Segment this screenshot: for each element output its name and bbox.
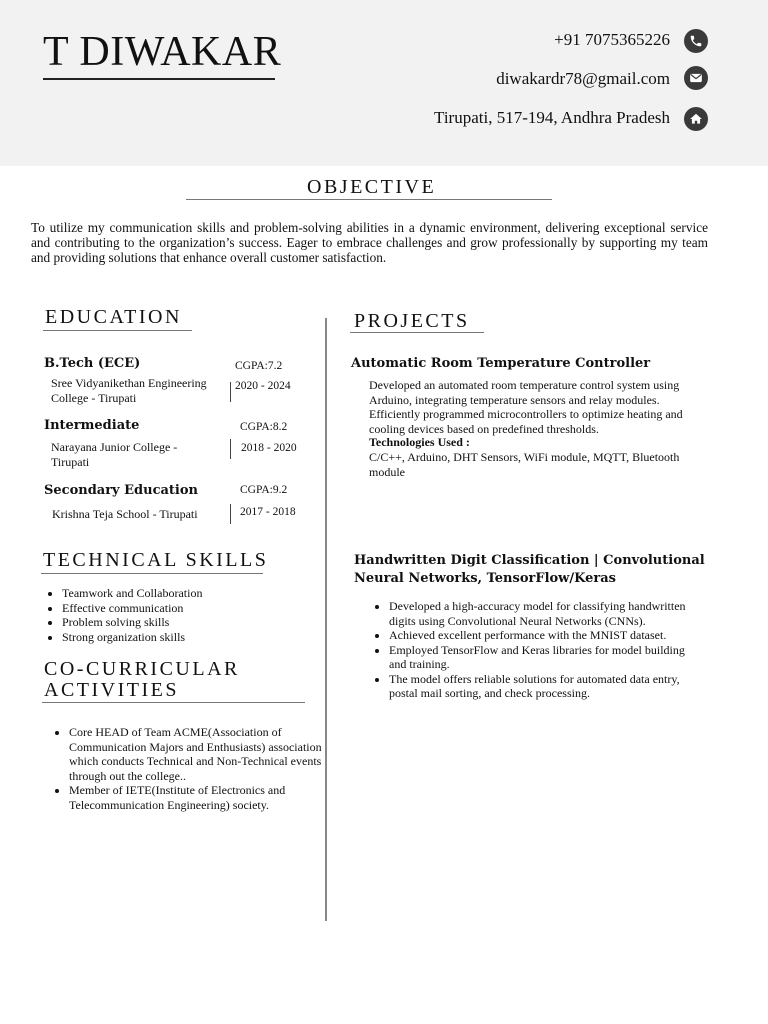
list-item: Achieved excellent performance with the MNIST dataset. — [389, 628, 699, 643]
phone-number[interactable]: +91 7075365226 — [554, 30, 670, 49]
list-item: Employed TensorFlow and Keras libraries for model building and training. — [389, 643, 699, 672]
edu-cgpa-intermediate: CGPA:8.2 — [240, 421, 288, 433]
objective-text: To utilize my communication skills and problem-solving abilities in a dynamic environment, delivering exceptional service and contributing to the organization’s success. Eager to embrace challenges and grow professionally by supporting my team and providing solutions that enhance overall customer satisfaction. — [31, 220, 708, 266]
edu-cgpa-secondary: CGPA:9.2 — [240, 484, 288, 496]
education-rule — [43, 330, 192, 331]
projects-rule — [350, 332, 484, 333]
column-divider — [325, 318, 327, 921]
project-tech-list: C/C++, Arduino, DHT Sensors, WiFi module, MQTT, Bluetooth module — [369, 450, 680, 479]
project-title-temperature: Automatic Room Temperature Controller — [351, 356, 651, 371]
email-address[interactable]: diwakardr78@gmail.com — [496, 69, 670, 88]
list-item: Developed a high-accuracy model for classifying handwritten digits using Convolutional Neural Networks (CNNs). — [389, 599, 699, 628]
edu-years-intermediate: 2018 - 2020 — [241, 442, 297, 454]
project-description-temperature: Developed an automated room temperature control system using Arduino, integrating temperature sensors and relay modules. Efficiently programmed microcontrollers to optimize heating and cooling devices based on predefined thresholds. — [369, 378, 683, 436]
skills-rule — [41, 573, 263, 574]
edu-degree-secondary: Secondary Education — [44, 483, 198, 498]
objective-rule — [186, 199, 552, 200]
list-item: The model offers reliable solutions for automated data entry, postal mail sorting, and check processing. — [389, 672, 699, 701]
edu-separator — [230, 382, 231, 402]
edu-separator — [230, 439, 231, 459]
edu-years-secondary: 2017 - 2018 — [240, 506, 296, 518]
edu-degree-intermediate: Intermediate — [44, 418, 140, 433]
edu-cgpa-btech: CGPA:7.2 — [235, 360, 283, 372]
candidate-name: T DIWAKAR — [43, 29, 282, 75]
cocurricular-list — [69, 725, 325, 812]
name-underline — [43, 78, 275, 80]
edu-school-secondary: Krishna Teja School - Tirupati — [52, 507, 198, 521]
cocurricular-title-line2: ACTIVITIES — [44, 679, 179, 701]
list-item: Core HEAD of Team ACME(Association of Communication Majors and Enthusiasts) association which conducts Technical and Non-Technical events through out the college.. — [69, 725, 325, 783]
edu-separator — [230, 504, 231, 524]
address: Tirupati, 517-194, Andhra Pradesh — [434, 108, 670, 127]
project-tech-label: Technologies Used : — [369, 435, 470, 449]
objective-title: OBJECTIVE — [307, 176, 437, 198]
skills-list — [62, 586, 312, 644]
email-icon — [684, 66, 708, 90]
phone-icon — [684, 29, 708, 53]
cocurricular-title-line1: CO-CURRICULAR — [44, 658, 240, 680]
list-item: Member of IETE(Institute of Electronics and Telecommunication Engineering) society. — [69, 783, 325, 812]
home-icon — [684, 107, 708, 131]
project-bullets-digit-classification — [389, 599, 699, 701]
project-title-digit-classification: Handwritten Digit Classification | Convolutional Neural Networks, TensorFlow/Keras — [354, 553, 705, 586]
list-item: Teamwork and Collaboration — [62, 586, 312, 601]
edu-school-btech: Sree Vidyanikethan Engineering College - Tirupati — [51, 376, 207, 405]
projects-title: PROJECTS — [354, 310, 470, 332]
list-item: Strong organization skills — [62, 630, 312, 645]
list-item: Problem solving skills — [62, 615, 312, 630]
edu-school-intermediate: Narayana Junior College - Tirupati — [51, 440, 178, 469]
cocurricular-rule — [42, 702, 305, 703]
education-title: EDUCATION — [45, 306, 182, 328]
skills-title: TECHNICAL SKILLS — [43, 549, 269, 571]
edu-degree-btech: B.Tech (ECE) — [44, 356, 141, 371]
list-item: Effective communication — [62, 601, 312, 616]
edu-years-btech: 2020 - 2024 — [235, 380, 291, 392]
